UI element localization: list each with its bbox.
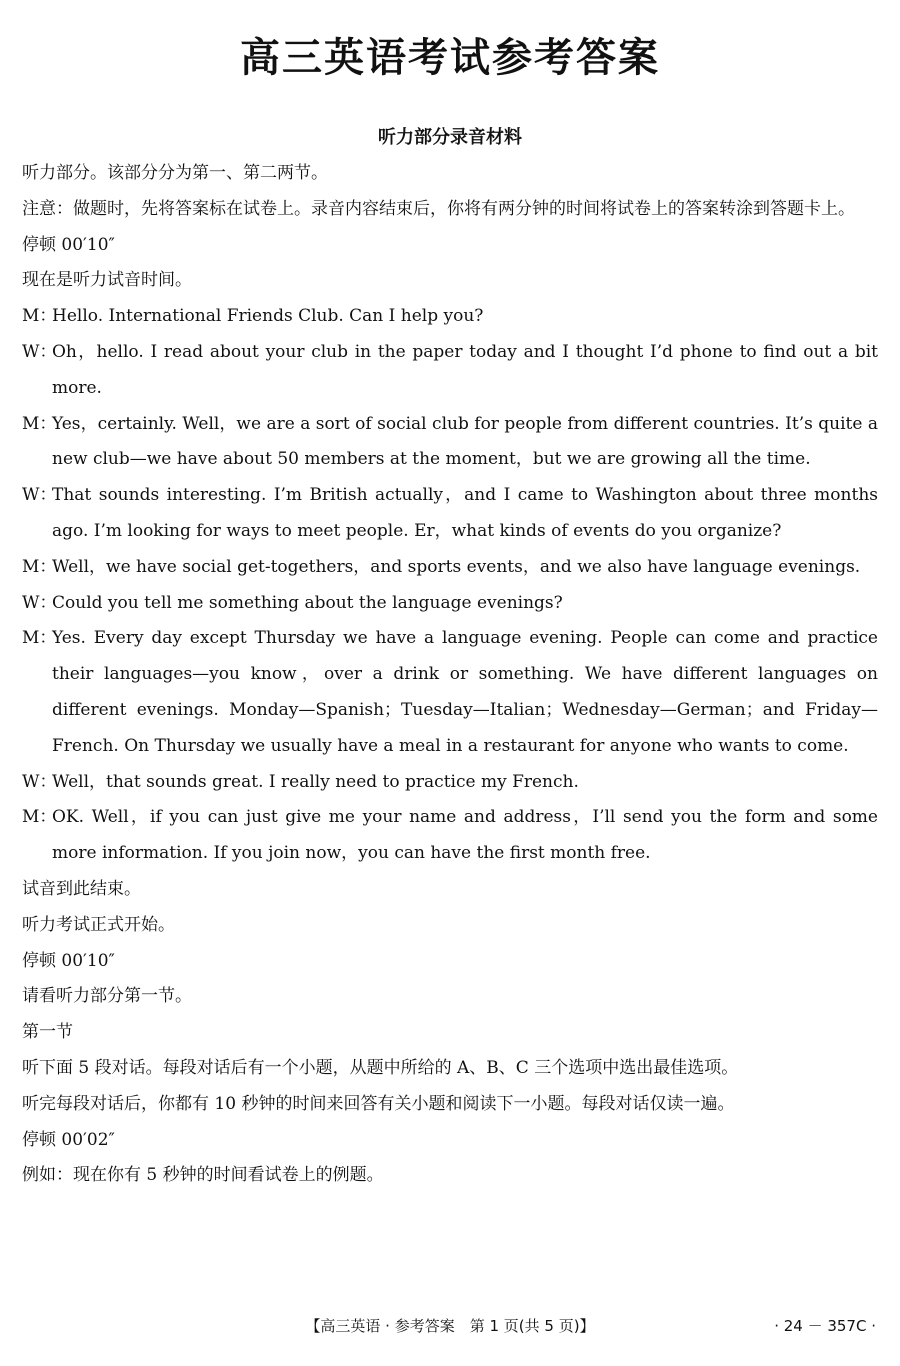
pause-marker: 停顿 00′10″ (22, 234, 115, 255)
dialogue-line (22, 586, 878, 622)
dialogue-line (22, 550, 878, 586)
intro-notice: 注意：做题时，先将答案标在试卷上。录音内容结束后，你将有两分钟的时间将试卷上的答案转涂到答题卡上。 (22, 198, 855, 219)
dialogue-text: Could you tell me something about the language evenings? (52, 592, 563, 613)
dialogue-line (22, 621, 878, 764)
speaker-label: M： (22, 807, 57, 828)
dialogue-line (22, 800, 878, 872)
intro-line: 现在是听力试音时间。 (22, 270, 192, 291)
speaker-label: W： (22, 341, 57, 362)
dialogue-text: Yes，certainly. Well，we are a sort of social club for people from different countries. It’s quite a new club—we have about 50 members at the moment，but we are growing all the time. (52, 413, 878, 470)
speaker-label: W： (22, 485, 57, 506)
footer-page-info: 【高三英语 · 参考答案 第 1 页(共 5 页)】 (305, 1317, 595, 1335)
section-heading: 第一节 (22, 1022, 73, 1043)
speaker-label: M： (22, 556, 57, 577)
dialogue-text: Well，we have social get-togethers，and sports events，and we also have language evenings. (52, 556, 861, 577)
dialogue-text: OK. Well，if you can just give me your name and address，I’ll send you the form and some more information. If you join now，you can have the first month free. (52, 807, 878, 864)
speaker-label: W： (22, 592, 57, 613)
instruction-line: 听完每段对话后，你都有 10 秒钟的时间来回答有关小题和阅读下一小题。每段对话仅读一遍。 (22, 1093, 735, 1114)
dialogue-text: That sounds interesting. I’m British actually，and I came to Washington about three months ago. I’m looking for ways to meet people. Er，what kinds of events do you organize? (52, 485, 878, 541)
dialogue-text: Well，that sounds great. I really need to practice my French. (52, 771, 579, 792)
footer-code: · 24 － 357C · (774, 1317, 876, 1335)
page-footer (0, 1314, 900, 1338)
dialogue-text: Yes. Every day except Thursday we have a language evening. People can come and practice their languages—you know，over a drink or something. We have different languages on different evenings. Monday—Spanish；Tuesday—Italian；Wednesday—German；and Friday—French. On Thursday we usually have a meal in a restaurant for anyone who wants to come. (52, 628, 878, 756)
dialogue-line (22, 478, 878, 550)
dialogue-line (22, 407, 878, 479)
speaker-label: M： (22, 628, 57, 649)
instruction-line: 听下面 5 段对话。每段对话后有一个小题，从题中所给的 A、B、C 三个选项中选出最佳选项。 (22, 1057, 739, 1078)
speaker-label: M： (22, 413, 57, 434)
dialogue-text: Oh，hello. I read about your club in the paper today and I thought I’d phone to find out a bit more. (52, 341, 878, 398)
document-body (22, 156, 878, 1194)
instruction-line: 请看听力部分第一节。 (22, 986, 192, 1007)
dialogue-line (22, 335, 878, 407)
pause-marker: 停顿 00′10″ (22, 950, 115, 971)
instruction-line: 例如：现在你有 5 秒钟的时间看试卷上的例题。 (22, 1165, 384, 1186)
pause-marker: 停顿 00′02″ (22, 1129, 115, 1150)
speaker-label: M： (22, 306, 57, 327)
section-title: 听力部分录音材料 (378, 127, 522, 148)
dialogue-line (22, 765, 878, 801)
instruction-line: 试音到此结束。 (22, 878, 141, 899)
dialogue-text: Hello. International Friends Club. Can I help you? (52, 306, 484, 327)
speaker-label: W： (22, 771, 57, 792)
instruction-line: 听力考试正式开始。 (22, 914, 175, 935)
intro-line: 听力部分。该部分分为第一、第二两节。 (22, 163, 328, 183)
dialogue-line (22, 299, 878, 335)
page-title: 高三英语考试参考答案 (240, 35, 660, 81)
